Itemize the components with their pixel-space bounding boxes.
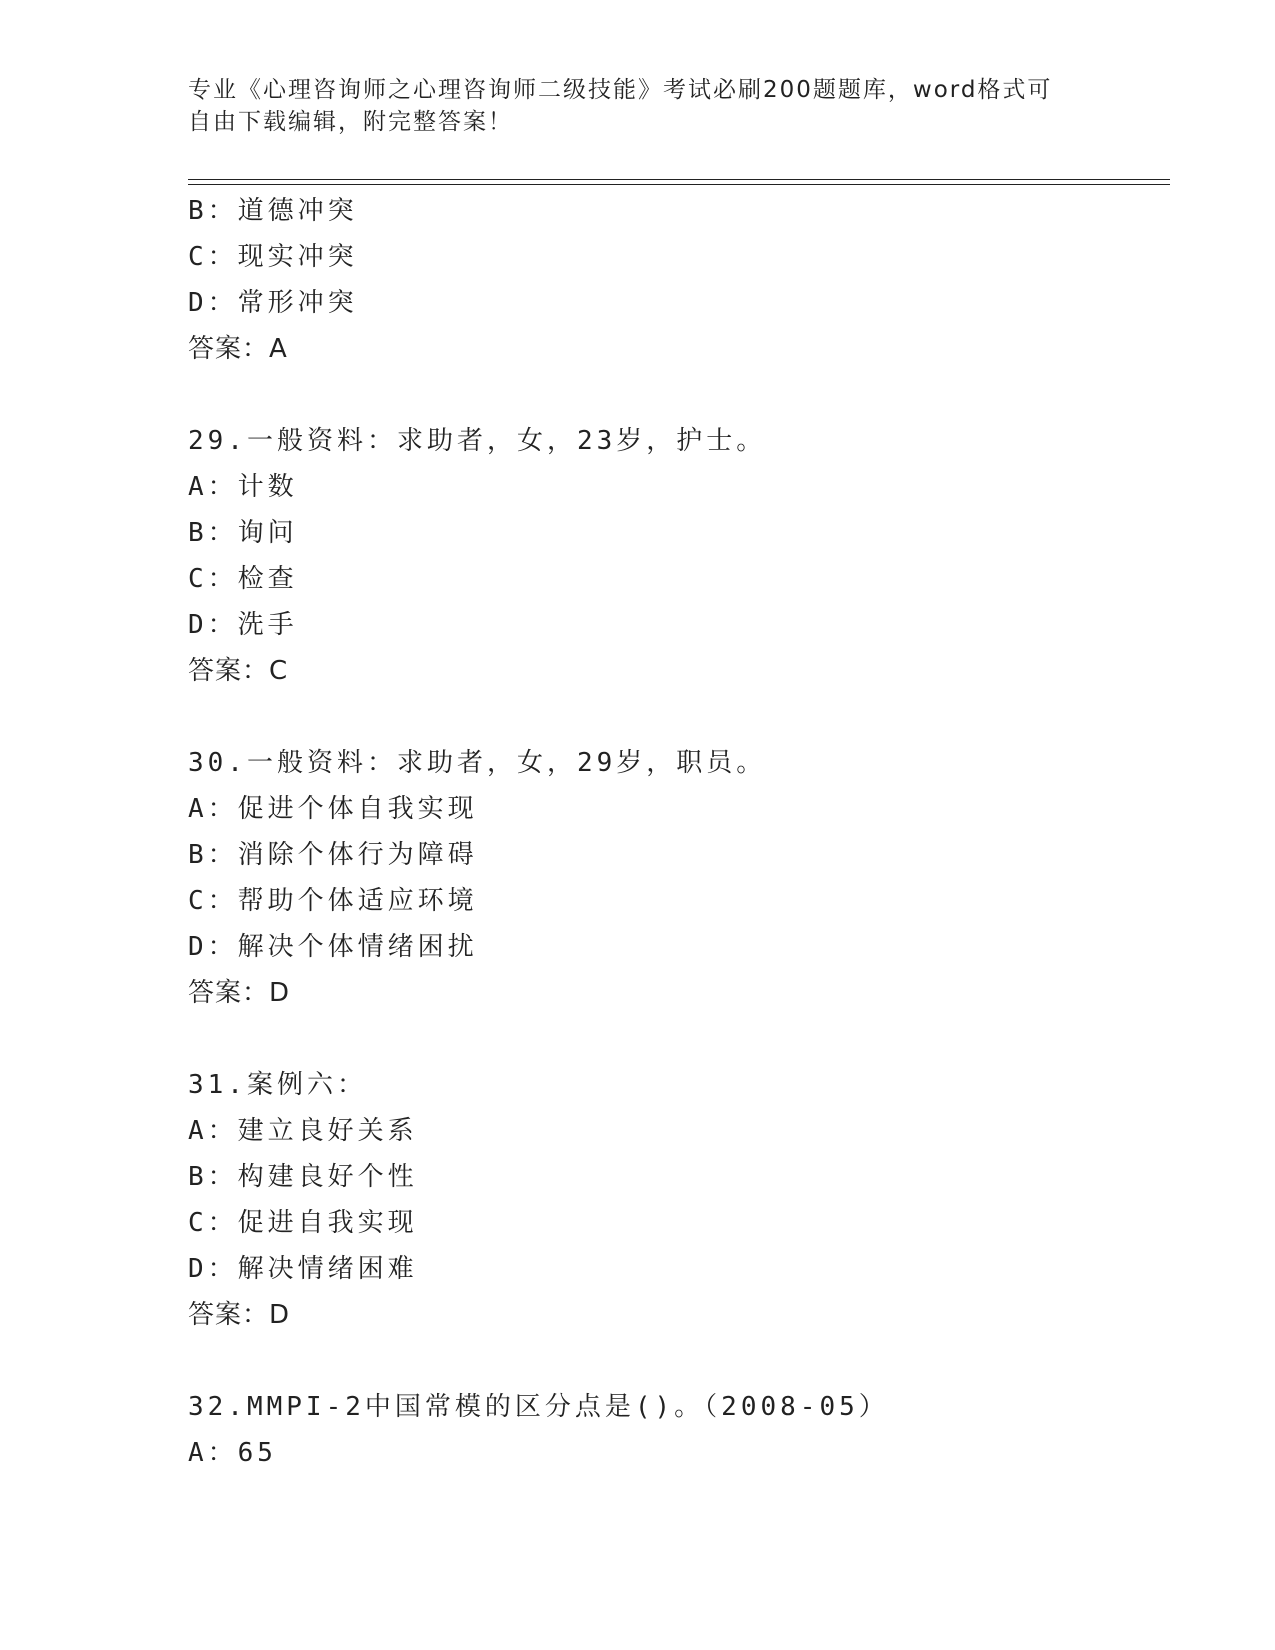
spacer xyxy=(188,1338,1170,1384)
option-a: A：65 xyxy=(188,1438,277,1468)
option-a: A：促进个体自我实现 xyxy=(188,794,478,824)
option-a: A：计数 xyxy=(188,472,298,502)
question-block-31 xyxy=(188,1062,1170,1338)
question-block-32 xyxy=(188,1384,1170,1476)
option-c: C：帮助个体适应环境 xyxy=(188,886,478,916)
question-list xyxy=(188,188,1170,1476)
option-b: B：消除个体行为障碍 xyxy=(188,840,478,870)
spacer xyxy=(188,1016,1170,1062)
answer: 答案：D xyxy=(188,1300,291,1330)
answer: 答案：A xyxy=(188,334,288,364)
option-c: C：促进自我实现 xyxy=(188,1208,418,1238)
option-d: D：常形冲突 xyxy=(188,288,358,318)
option-c: C：检查 xyxy=(188,564,298,594)
question-stem: 30.一般资料：求助者，女，29岁，职员。 xyxy=(188,748,767,778)
spacer xyxy=(188,694,1170,740)
option-d: D：解决个体情绪困扰 xyxy=(188,932,478,962)
question-block-30 xyxy=(188,740,1170,1016)
question-stem: 29.一般资料：求助者，女，23岁，护士。 xyxy=(188,426,767,456)
option-b: B：道德冲突 xyxy=(188,196,358,226)
option-b: B：构建良好个性 xyxy=(188,1162,418,1192)
option-c: C：现实冲突 xyxy=(188,242,358,272)
header-divider-bottom xyxy=(188,184,1170,185)
option-a: A：建立良好关系 xyxy=(188,1116,418,1146)
header-divider-top xyxy=(188,179,1170,180)
answer: 答案：D xyxy=(188,978,291,1008)
question-stem: 32.MMPI-2中国常模的区分点是()。（2008-05） xyxy=(188,1392,889,1422)
option-d: D：洗手 xyxy=(188,610,298,640)
question-block-29 xyxy=(188,418,1170,694)
question-stem: 31.案例六： xyxy=(188,1070,367,1100)
document-header: 专业《心理咨询师之心理咨询师二级技能》考试必刷200题题库，word格式可自由下载编辑，附完整答案！ xyxy=(188,77,1053,135)
option-b: B：询问 xyxy=(188,518,298,548)
answer: 答案：C xyxy=(188,656,289,686)
spacer xyxy=(188,372,1170,418)
option-d: D：解决情绪困难 xyxy=(188,1254,418,1284)
question-block-partial xyxy=(188,188,1170,372)
